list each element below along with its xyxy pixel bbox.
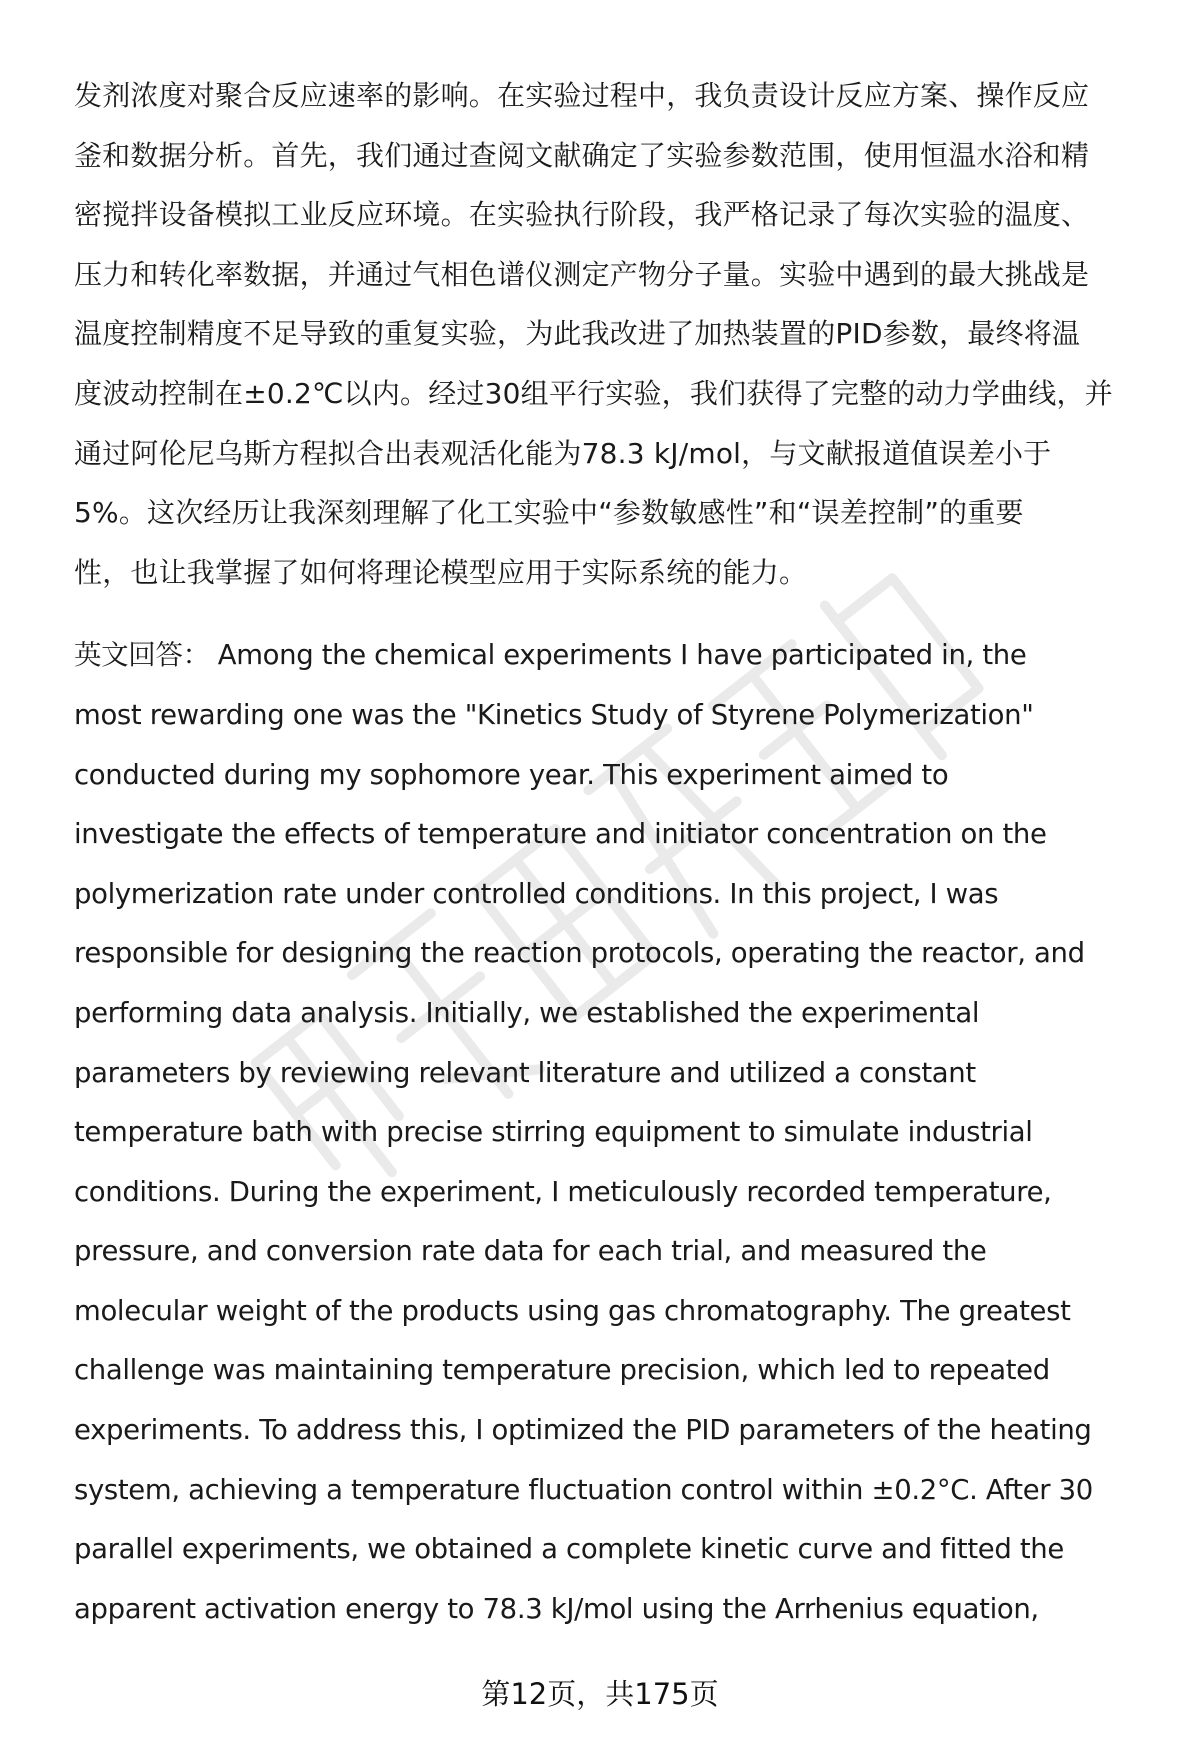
english-answer-label: 英文回答： [74, 639, 210, 672]
english-line: conditions. During the experiment, I meticulously recorded temperature, [74, 1175, 1052, 1208]
english-line: investigate the effects of temperature and initiator concentration on the [74, 818, 1047, 851]
english-line: apparent activation energy to 78.3 kJ/mol using the Arrhenius equation, [74, 1592, 1039, 1625]
english-answer-paragraph [74, 626, 1154, 1639]
document-body [74, 66, 1154, 1639]
english-line: conducted during my sophomore year. This experiment aimed to [74, 758, 949, 791]
english-line: system, achieving a temperature fluctuation control within ±0.2°C. After 30 [74, 1473, 1093, 1506]
english-line: responsible for designing the reaction protocols, operating the reactor, and [74, 937, 1085, 970]
chinese-line: 发剂浓度对聚合反应速率的影响。在实验过程中，我负责设计反应方案、操作反应 [74, 79, 1090, 112]
english-line: experiments. To address this, I optimized the PID parameters of the heating [74, 1414, 1092, 1447]
english-line: most rewarding one was the "Kinetics Study of Styrene Polymerization" [74, 698, 1034, 731]
chinese-line: 温度控制精度不足导致的重复实验，为此我改进了加热装置的PID参数，最终将温 [74, 317, 1081, 351]
english-line: pressure, and conversion rate data for each trial, and measured the [74, 1235, 987, 1268]
chinese-line: 釜和数据分析。首先，我们通过查阅文献确定了实验参数范围，使用恒温水浴和精 [74, 138, 1090, 172]
page-number-footer: 第12页，共175页 [481, 1677, 719, 1711]
chinese-line: 通过阿伦尼乌斯方程拟合出表观活化能为78.3 kJ/mol，与文献报道值误差小于 [74, 436, 1052, 470]
chinese-line: 5%。这次经历让我深刻理解了化工实验中“参数敏感性”和“误差控制”的重要 [74, 496, 1024, 530]
chinese-answer-paragraph [74, 66, 1154, 602]
english-line: molecular weight of the products using gas chromatography. The greatest [74, 1294, 1071, 1327]
english-first-line [74, 626, 1154, 686]
english-line: temperature bath with precise stirring equipment to simulate industrial [74, 1116, 1033, 1149]
english-line: parameters by reviewing relevant literature and utilized a constant [74, 1056, 976, 1089]
english-line: parallel experiments, we obtained a complete kinetic curve and fitted the [74, 1533, 1064, 1566]
english-line: polymerization rate under controlled conditions. In this project, I was [74, 877, 999, 910]
chinese-line: 性，也让我掌握了如何将理论模型应用于实际系统的能力。 [74, 555, 808, 589]
chinese-line: 密搅拌设备模拟工业反应环境。在实验执行阶段，我严格记录了每次实验的温度、 [74, 198, 1090, 232]
chinese-line: 度波动控制在±0.2℃以内。经过30组平行实验，我们获得了完整的动力学曲线，并 [74, 376, 1113, 410]
english-line: Among the chemical experiments I have participated in, the [217, 639, 1027, 672]
english-line: performing data analysis. Initially, we established the experimental [74, 996, 980, 1029]
chinese-line: 压力和转化率数据，并通过气相色谱仪测定产物分子量。实验中遇到的最大挑战是 [74, 257, 1090, 291]
english-line: challenge was maintaining temperature precision, which led to repeated [74, 1354, 1050, 1387]
